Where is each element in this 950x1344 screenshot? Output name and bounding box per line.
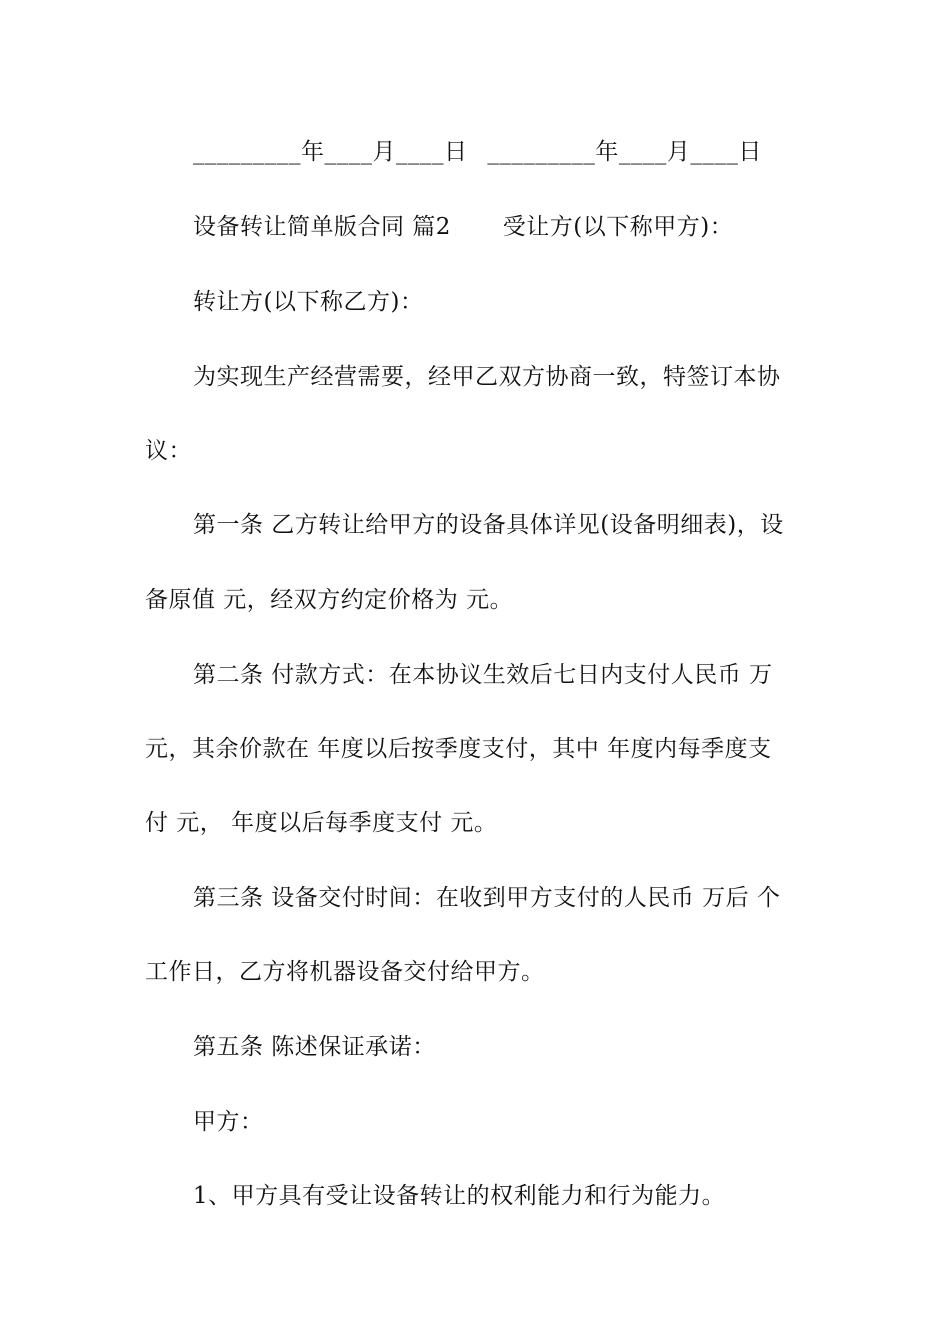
article3-line1: 第三条 设备交付时间：在收到甲方支付的人民币 万后 个 (193, 885, 781, 911)
article1-line2: 备原值 元，经双方约定价格为 元。 (145, 587, 514, 613)
contract-title: 设备转让简单版合同 篇2 (193, 214, 451, 240)
intro-paragraph-line1: 为实现生产经营需要，经甲乙双方协商一致，特签订本协 (193, 364, 781, 390)
article2-line2: 元，其余价款在 年度以后按季度支付，其中 年度内每季度支 (145, 736, 772, 762)
article2-line1: 第二条 付款方式：在本协议生效后七日内支付人民币 万 (193, 662, 773, 688)
party-a-item1: 1、甲方具有受让设备转让的权利能力和行为能力。 (193, 1183, 726, 1209)
date-blank-right: _________年____月____日 (487, 139, 762, 165)
article1-line1: 第一条 乙方转让给甲方的设备具体详见(设备明细表)，设 (193, 512, 784, 538)
intro-paragraph-line2: 议： (145, 438, 192, 464)
party-a-heading: 甲方： (193, 1109, 264, 1135)
article2-line3: 付 元， 年度以后每季度支付 元。 (145, 810, 498, 836)
assignee-label: 受让方(以下称甲方)： (502, 214, 734, 240)
signature-date-line (193, 137, 863, 167)
date-blank-left: _________年____月____日 (193, 139, 468, 165)
assignor-label: 转让方(以下称乙方)： (193, 289, 424, 315)
article5-heading: 第五条 陈述保证承诺： (193, 1034, 436, 1060)
title-line (193, 212, 863, 242)
article3-line2: 工作日，乙方将机器设备交付给甲方。 (145, 959, 545, 985)
